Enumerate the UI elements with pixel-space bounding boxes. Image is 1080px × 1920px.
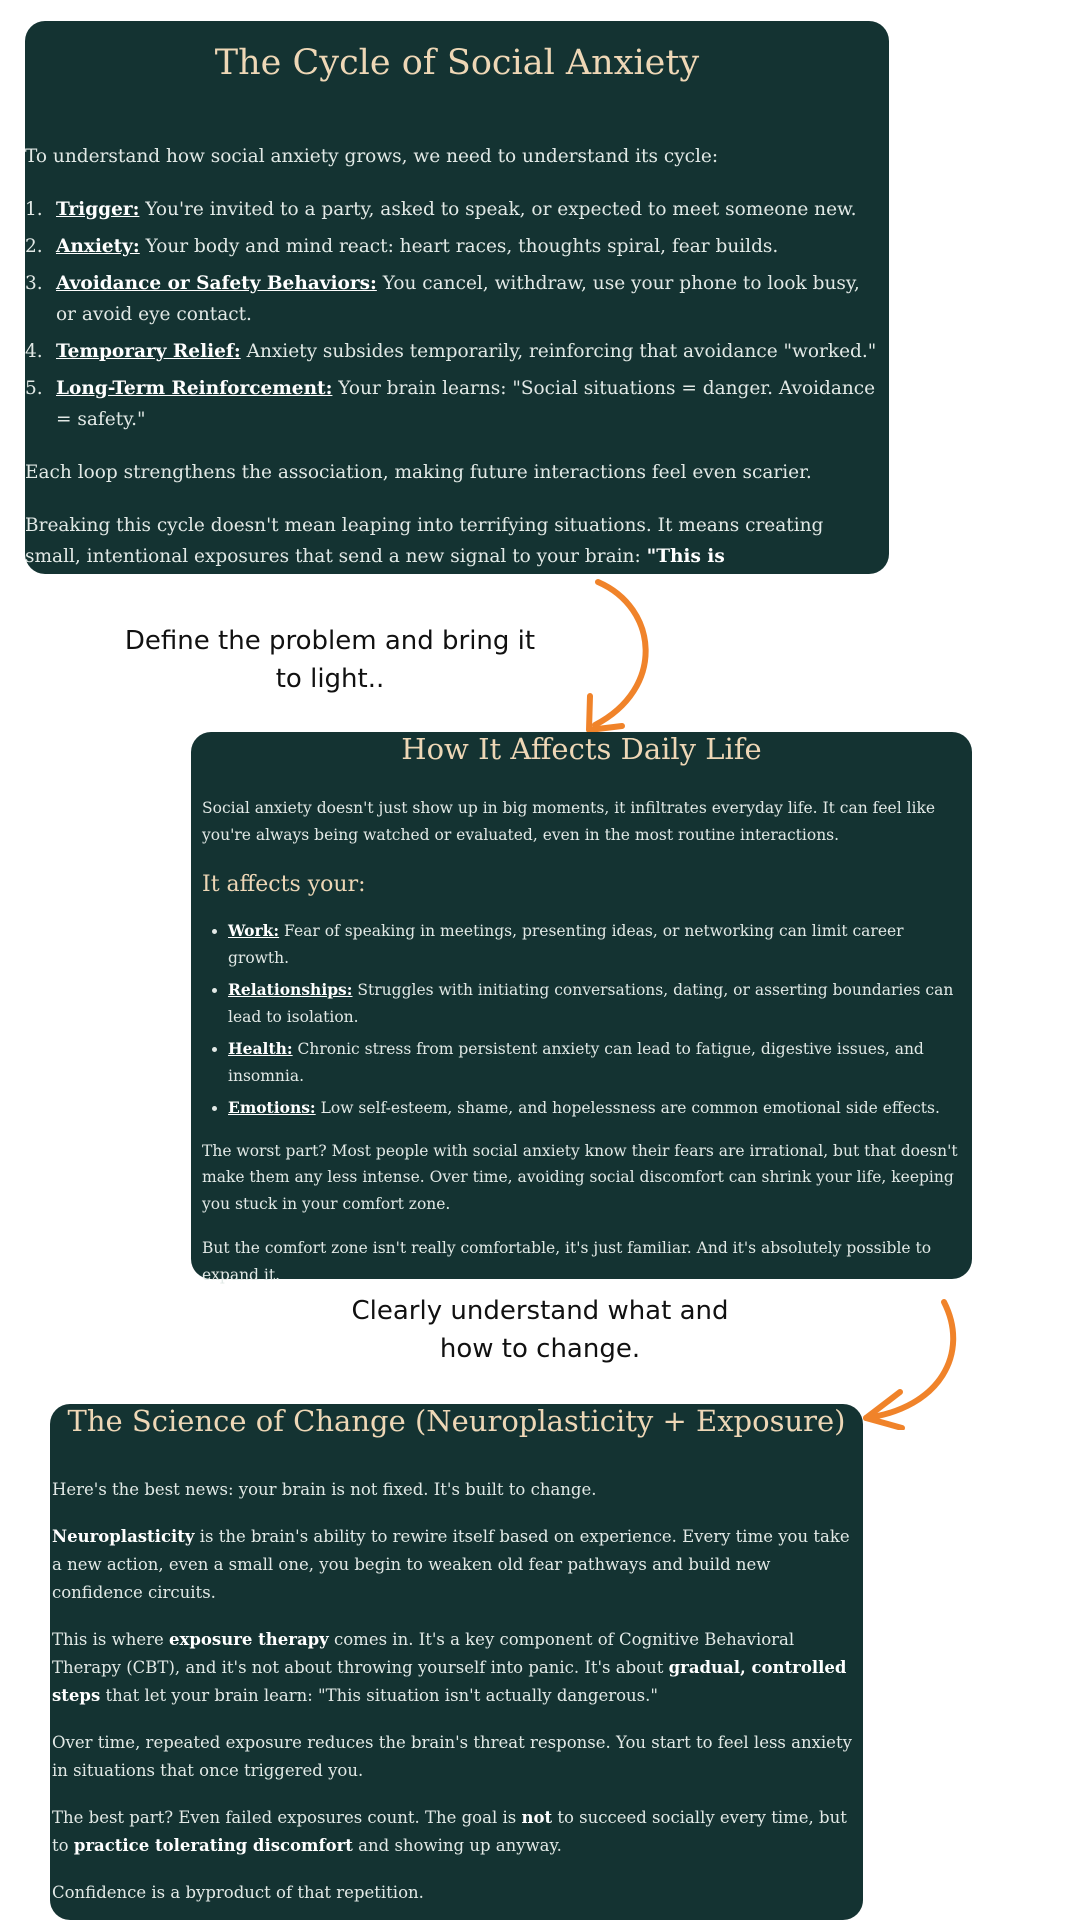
card-body xyxy=(52,1474,852,1907)
text-run: This is where xyxy=(52,1630,170,1649)
practice-term: practice tolerating discomfort xyxy=(73,1836,353,1855)
item-label: Relationships: xyxy=(228,980,353,999)
text-run: The best part? Even failed exposures count. The goal is xyxy=(52,1808,522,1827)
curved-arrow-icon xyxy=(860,1298,970,1430)
item-text: Fear of speaking in meetings, presenting ideas, or networking can limit career growth. xyxy=(228,922,904,967)
item-text: Your brain learns: "Social situations = danger. Avoidance = safety." xyxy=(56,378,876,430)
item-text: Anxiety subsides temporarily, reinforcing that avoidance "worked." xyxy=(240,341,877,362)
item-text: Chronic stress from persistent anxiety can lead to fatigue, digestive issues, and insomnia. xyxy=(228,1040,924,1085)
text-run: that let your brain learn: "This situation isn't actually dangerous." xyxy=(100,1686,658,1705)
item-label: Emotions: xyxy=(228,1098,316,1117)
list-item xyxy=(25,373,885,435)
best-part-text xyxy=(52,1804,852,1860)
text-run: comes in. It's a key component of Cognitive Behavioral Therapy (CBT), and it's not about throwing yourself into panic. It's about xyxy=(52,1630,795,1677)
breaking-text xyxy=(25,510,885,603)
gradual-steps-term: gradual, controlled steps xyxy=(52,1658,847,1705)
neuroplasticity-text xyxy=(52,1523,852,1607)
item-label: Temporary Relief: xyxy=(56,341,241,362)
not-term: not xyxy=(521,1808,553,1827)
item-text: Low self-esteem, shame, and hopelessness are common emotional side effects. xyxy=(315,1099,940,1117)
neuroplasticity-term: Neuroplasticity xyxy=(52,1527,195,1546)
annotation-understand-change: Clearly understand what and how to change. xyxy=(351,1296,729,1364)
card-science-of-change xyxy=(50,1404,863,1920)
item-text: You're invited to a party, asked to speak, or expected to meet someone new. xyxy=(139,199,857,220)
item-label: Anxiety: xyxy=(56,236,140,257)
list-number: 2. xyxy=(25,236,43,257)
comfort-zone-text: But the comfort zone isn't really comfortable, it's just familiar. And it's absolutely possible to expand it. xyxy=(202,1239,932,1284)
card-title: The Science of Change (Neuroplasticity + Exposure) xyxy=(67,1404,846,1438)
intro-text: To understand how social anxiety grows, we need to understand its cycle: xyxy=(25,146,719,167)
neuroplasticity-body: is the brain's ability to rewire itself based on experience. Every time you take a new action, even a small one, you begin to weaken old fear pathways and build new confidence circuits. xyxy=(52,1527,850,1602)
breaking-body: Breaking this cycle doesn't mean leaping into terrifying situations. It means creating small, intentional exposures that send a new signal to your brain: xyxy=(25,515,824,567)
list-number: 3. xyxy=(25,273,43,294)
loop-text: Each loop strengthens the association, making future interactions feel even scarier. xyxy=(25,462,812,483)
text-run: to succeed socially every time, but to xyxy=(52,1808,847,1855)
exposure-therapy-text xyxy=(52,1626,852,1710)
item-text: Your body and mind react: heart races, thoughts spiral, fear builds. xyxy=(139,236,779,257)
card-body xyxy=(25,141,885,603)
card-title: The Cycle of Social Anxiety xyxy=(214,43,700,83)
card-body xyxy=(202,782,962,1288)
affects-list xyxy=(202,918,962,1122)
item-label: Health: xyxy=(228,1039,293,1058)
text-run: and showing up anyway. xyxy=(352,1836,562,1855)
item-label: Work: xyxy=(228,921,280,940)
item-text: You cancel, withdraw, use your phone to look busy, or avoid eye contact. xyxy=(56,273,860,325)
item-label: Trigger: xyxy=(56,199,140,220)
card-title: How It Affects Daily Life xyxy=(401,732,762,766)
list-item xyxy=(25,336,885,367)
repeated-exposure-text: Over time, repeated exposure reduces the brain's threat response. You start to feel less anxiety in situations that once triggered you. xyxy=(52,1733,852,1780)
worst-part-text: The worst part? Most people with social anxiety know their fears are irrational, but that doesn't make them any less intense. Over time, avoiding social discomfort can shrink your life, keeping you stuck in your comfort zone. xyxy=(202,1141,958,1213)
item-label: Long-Term Reinforcement: xyxy=(56,378,333,399)
cycle-list xyxy=(25,194,885,435)
list-item xyxy=(228,1095,962,1122)
section-subheading: It affects your: xyxy=(202,872,366,897)
list-number: 4. xyxy=(25,341,43,362)
item-label: Avoidance or Safety Behaviors: xyxy=(56,273,377,294)
item-text: Struggles with initiating conversations, dating, or asserting boundaries can lead to isolation. xyxy=(228,981,954,1026)
list-item xyxy=(25,268,885,330)
list-number: 5. xyxy=(25,378,43,399)
list-item xyxy=(25,231,885,262)
list-item xyxy=(228,1036,962,1089)
exposure-therapy-term: exposure therapy xyxy=(169,1630,329,1649)
list-item xyxy=(228,918,962,971)
card-daily-life xyxy=(191,732,972,1284)
annotation-define-problem: Define the problem and bring it to light.. xyxy=(124,626,536,694)
confidence-text: Confidence is a byproduct of that repetition. xyxy=(52,1883,424,1902)
best-news-text: Here's the best news: your brain is not fixed. It's built to change. xyxy=(52,1480,597,1499)
card-cycle-of-social-anxiety xyxy=(25,21,889,598)
curved-arrow-icon xyxy=(570,578,670,738)
breaking-quote: "This is uncomfortable, but I can handle it." xyxy=(25,546,725,598)
list-item xyxy=(25,194,885,225)
list-number: 1. xyxy=(25,199,43,220)
list-item xyxy=(228,977,962,1030)
intro-text: Social anxiety doesn't just show up in big moments, it infiltrates everyday life. It can feel like you're always being watched or evaluated, even in the most routine interactions. xyxy=(202,799,936,844)
